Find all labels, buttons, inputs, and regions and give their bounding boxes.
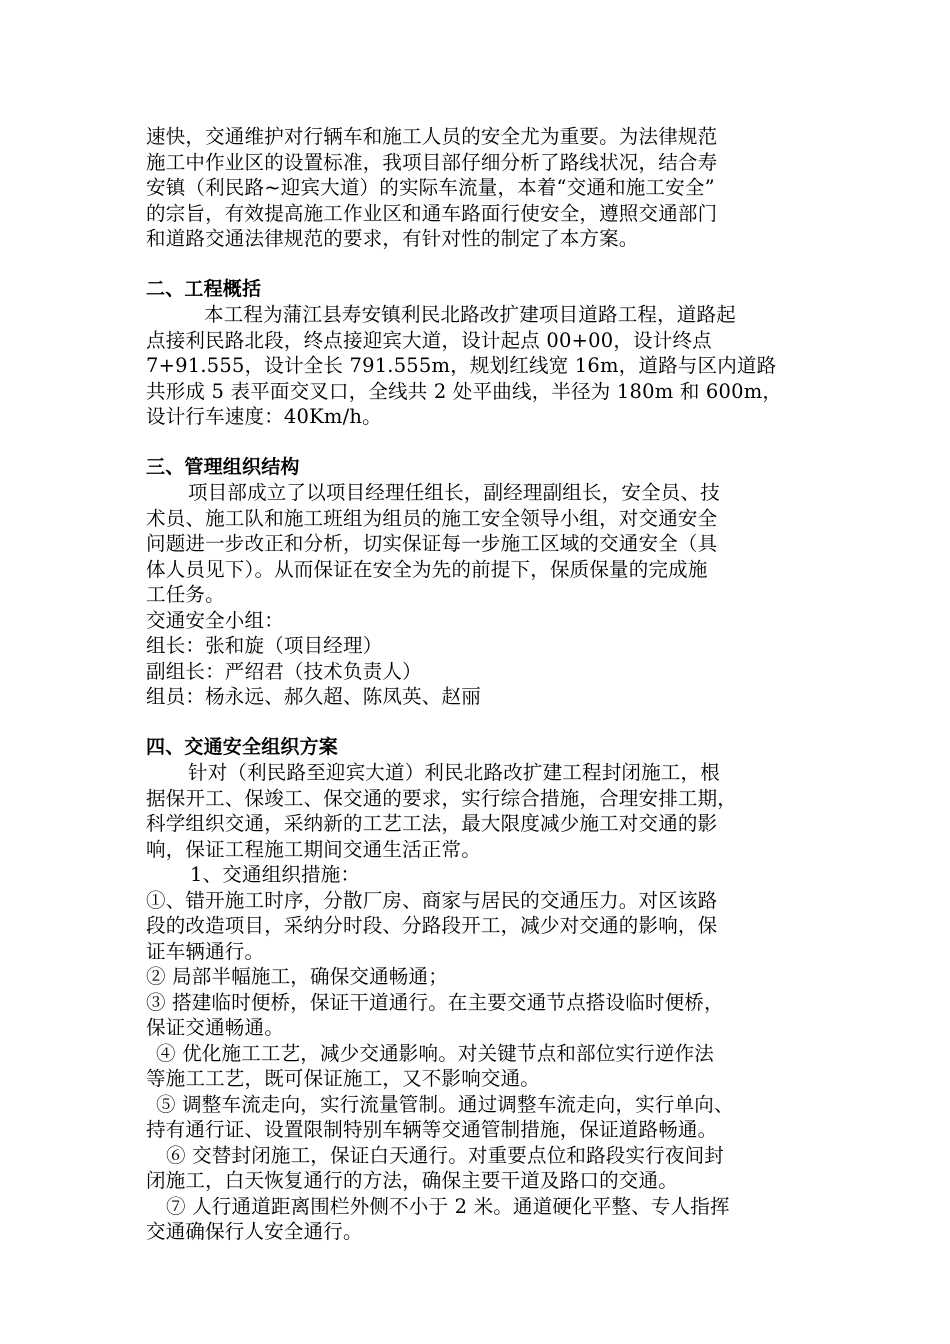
measure-item-4 (146, 1041, 816, 1092)
measure-item-7 (146, 1194, 816, 1245)
text-line: 安镇（利民路~迎宾大道）的实际车流量，本着“交通和施工安全” (146, 176, 715, 199)
text-line: 速快，交通维护对行辆车和施工人员的安全尤为重要。为法律规范 (146, 125, 718, 148)
text-line: 的宗旨，有效提高施工作业区和通车路面行使安全，遵照交通部门 (146, 201, 718, 225)
text-line: 据保开工、保竣工、保交通的要求，实行综合措施，合理安排工期， (146, 786, 738, 810)
text-line: 本工程为蒲江县寿安镇利民北路改扩建项目道路工程，道路起 (204, 303, 736, 326)
text-line: 项目部成立了以项目经理任组长，副经理副组长，安全员、技 (188, 481, 720, 504)
section-traffic-plan (146, 735, 816, 1245)
measure-item-3 (146, 990, 816, 1041)
text-line: 持有通行证、设置限制特别车辆等交通管制措施，保证道路畅通。 (146, 1118, 718, 1141)
text-line: 施工中作业区的设置标准，我项目部仔细分析了路线状况，结合寿 (146, 150, 718, 174)
text-line: 点接利民路北段，终点接迎宾大道，设计起点 00+00，设计终点 (146, 328, 712, 352)
text-line: ③ 搭建临时便桥，保证干道通行。在主要交通节点搭设临时便桥， (146, 990, 724, 1014)
text-line: 等施工工艺，既可保证施工，又不影响交通。 (146, 1067, 541, 1090)
text-line: 术员、施工队和施工班组为组员的施工安全领导小组，对交通安全 (146, 506, 718, 530)
text-line: 工任务。 (146, 583, 225, 606)
section-project-overview (146, 277, 816, 430)
section-heading: 三、管理组织结构 (146, 455, 300, 478)
text-line: 体人员见下）。从而保证在安全为先的前提下，保质保量的完成施 (146, 557, 708, 581)
sub-heading: 1、交通组织措施： (190, 863, 361, 886)
group-deputy: 副组长：严绍君（技术负责人） (146, 659, 422, 683)
text-line: 证车辆通行。 (146, 939, 265, 963)
text-line: 7+91.555，设计全长 791.555m，规划红线宽 16m，道路与区内道路 (146, 354, 777, 377)
text-line: 针对（利民路至迎宾大道）利民北路改扩建工程封闭施工，根 (188, 761, 720, 784)
document-page (146, 124, 816, 1245)
section-heading: 四、交通安全组织方案 (146, 735, 339, 758)
text-line: 共形成 5 表平面交叉口，全线共 2 处平曲线，半径为 180m 和 600m， (146, 379, 783, 403)
text-line: 闭施工，白天恢复通行的方法，确保主要干道及路口的交通。 (146, 1169, 678, 1192)
section-heading: 二、工程概括 (146, 277, 262, 300)
text-line: 交通确保行人安全通行。 (146, 1220, 363, 1243)
text-line: ⑤ 调整车流走向，实行流量管制。通过调整车流走向，实行单向、 (156, 1092, 734, 1116)
text-line: 问题进一步改正和分析，切实保证每一步施工区域的交通安全（具 (146, 532, 718, 555)
text-line: ② 局部半幅施工，确保交通畅通； (146, 965, 448, 988)
paragraph-gap (146, 710, 816, 735)
text-line: ⑥ 交替封闭施工，保证白天通行。对重要点位和路段实行夜间封 (166, 1143, 724, 1167)
group-title: 交通安全小组： (146, 608, 284, 632)
group-members: 组员：杨永远、郝久超、陈凤英、赵丽 (146, 685, 481, 708)
measure-item-2 (146, 964, 816, 990)
text-line: ①、错开施工时序，分散厂房、商家与居民的交通压力。对区该路 (146, 888, 718, 912)
paragraph-gap (146, 430, 816, 455)
group-leader: 组长：张和旋（项目经理） (146, 634, 383, 657)
text-line: 设计行车速度：40Km/h。 (146, 405, 382, 428)
text-line: 响，保证工程施工期间交通生活正常。 (146, 837, 481, 861)
text-line: ⑦ 人行通道距离围栏外侧不小于 2 米。通道硬化平整、专人指挥 (166, 1194, 730, 1218)
text-line: 段的改造项目，采纳分时段、分路段开工，减少对交通的影响，保 (146, 914, 718, 937)
section-management-structure (146, 455, 816, 710)
intro-paragraph (146, 124, 816, 252)
text-line: ④ 优化施工工艺，减少交通影响。对关键节点和部位实行逆作法 (156, 1041, 714, 1065)
paragraph-gap (146, 252, 816, 277)
measure-item-1 (146, 888, 816, 965)
measure-item-5 (146, 1092, 816, 1143)
text-line: 和道路交通法律规范的要求，有针对性的制定了本方案。 (146, 227, 639, 250)
text-line: 科学组织交通，采纳新的工艺工法，最大限度减少施工对交通的影 (146, 812, 718, 835)
text-line: 保证交通畅通。 (146, 1016, 284, 1039)
measure-item-6 (146, 1143, 816, 1194)
